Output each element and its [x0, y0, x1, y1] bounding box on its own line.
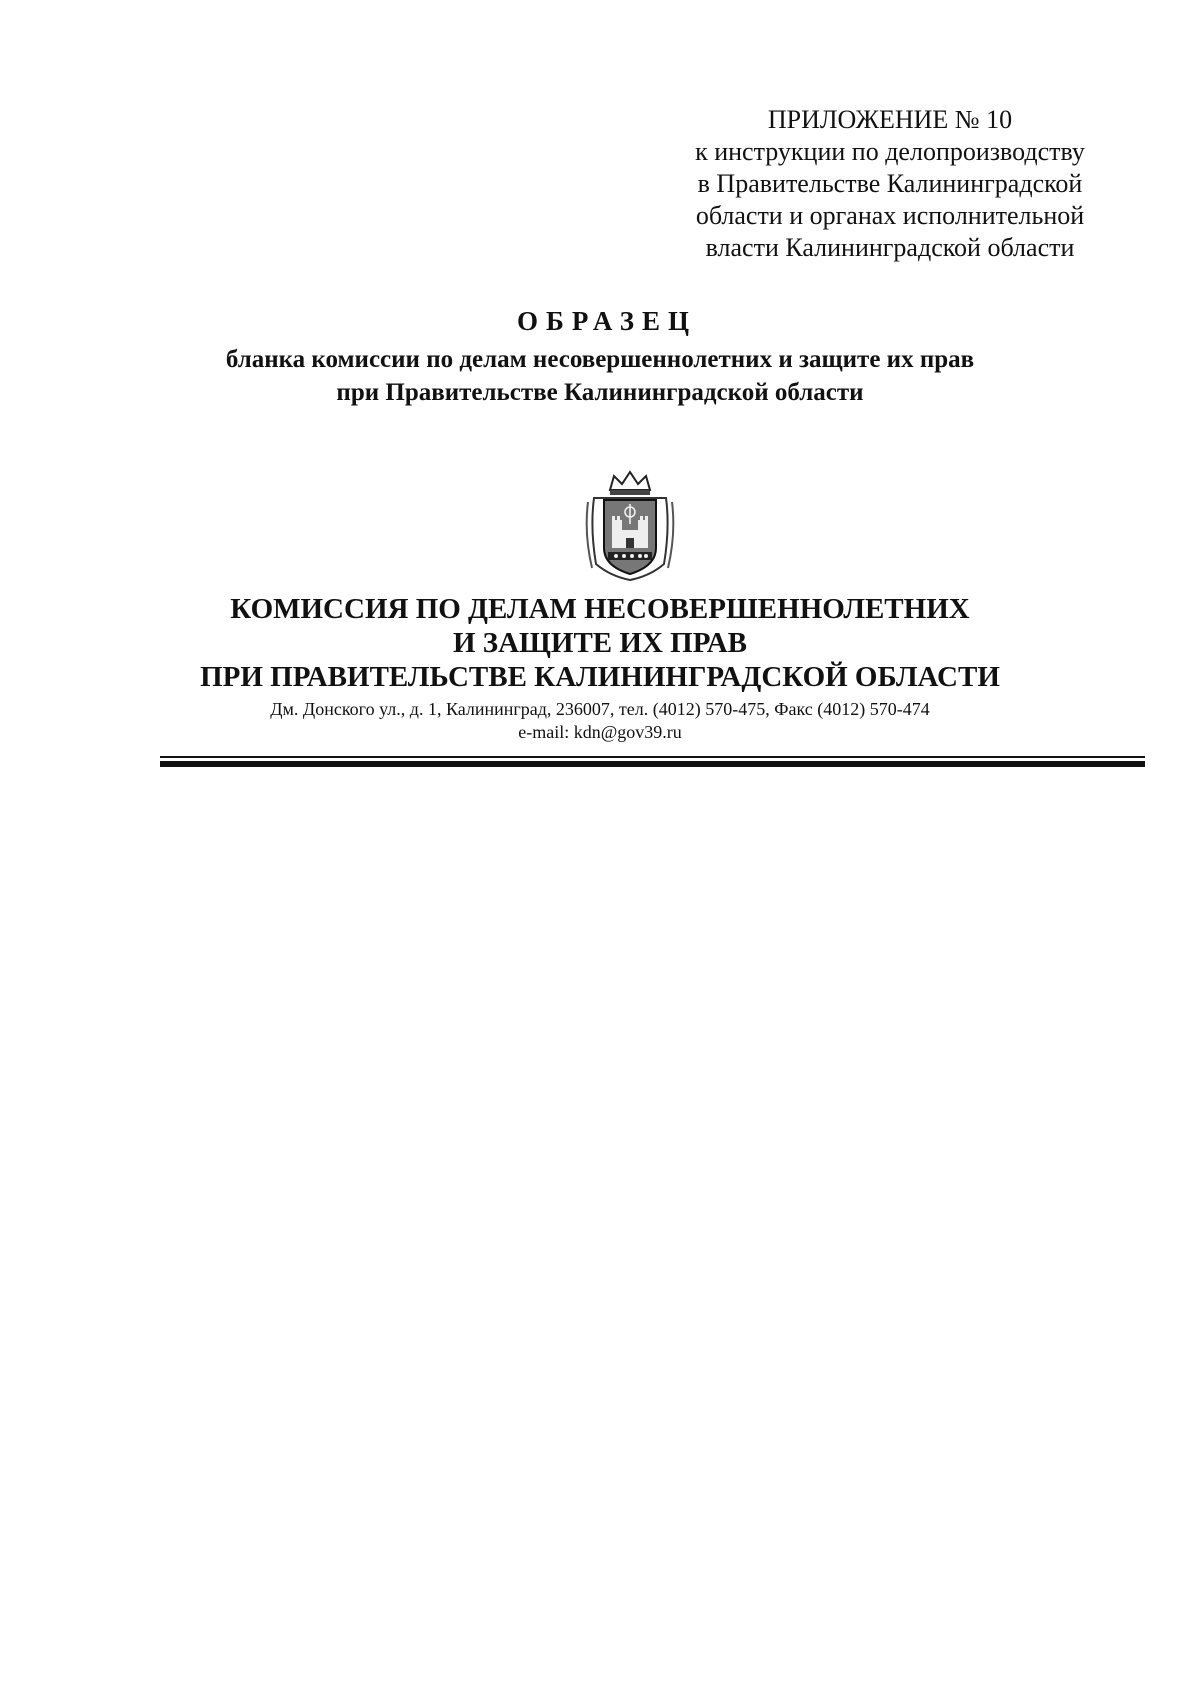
coat-of-arms-icon: [580, 468, 680, 588]
sample-subtitle-line: бланка комиссии по делам несовершеннолетних и защите их прав: [225, 346, 975, 373]
appendix-note: [650, 104, 1130, 264]
organization-address: Дм. Донского ул., д. 1, Калининград, 236007, тел. (4012) 570-475, Факс (4012) 570-474: [270, 699, 930, 719]
sample-heading: [0, 303, 1200, 409]
appendix-line: власти Калининградской области: [705, 233, 1075, 262]
appendix-line: к инструкции по делопроизводству: [695, 137, 1085, 166]
sample-subtitle-line: при Правительстве Калининградской области: [336, 379, 864, 406]
sample-title: ОБРАЗЕЦ: [517, 306, 697, 336]
organization-name-line: ПРИ ПРАВИТЕЛЬСТВЕ КАЛИНИНГРАДСКОЙ ОБЛАСТИ: [200, 661, 1000, 693]
organization-letterhead: [0, 592, 1200, 744]
appendix-number: ПРИЛОЖЕНИЕ № 10: [767, 105, 1013, 134]
organization-name-line: КОМИССИЯ ПО ДЕЛАМ НЕСОВЕРШЕННОЛЕТНИХ: [230, 593, 970, 625]
header-divider-thick: [160, 761, 1145, 767]
header-divider-thin: [160, 756, 1145, 758]
organization-email: e-mail: kdn@gov39.ru: [518, 722, 682, 742]
organization-name-line: И ЗАЩИТЕ ИХ ПРАВ: [453, 627, 747, 659]
appendix-line: области и органах исполнительной: [695, 201, 1085, 230]
appendix-line: в Правительстве Калининградской: [697, 169, 1083, 198]
